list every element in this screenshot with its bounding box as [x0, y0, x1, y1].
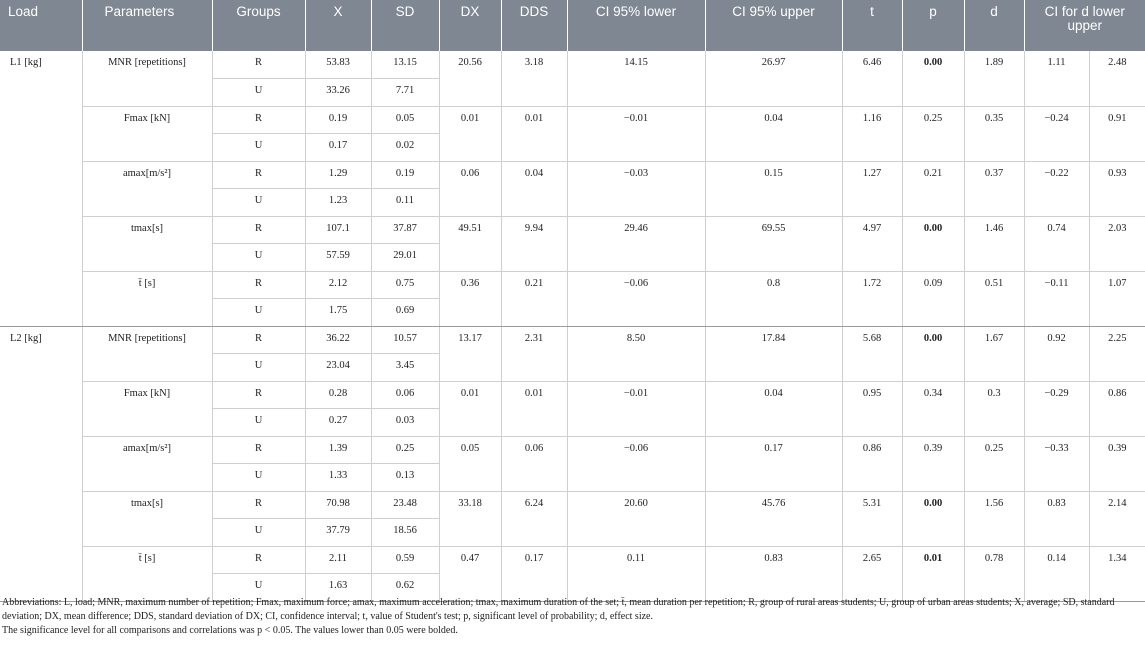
ci-d-lower-cell: 0.92	[1024, 326, 1089, 381]
significant-value: 0.00	[923, 332, 943, 344]
dds-cell: 9.94	[501, 216, 567, 271]
sd-cell: 3.45	[371, 354, 439, 382]
dds-cell: 2.31	[501, 326, 567, 381]
mean-cell: 0.17	[305, 134, 371, 162]
sd-cell: 0.13	[371, 464, 439, 492]
sd-cell: 10.57	[371, 326, 439, 354]
significant-value: 0.00	[923, 57, 943, 68]
sd-cell: 0.11	[371, 189, 439, 217]
sd-cell: 0.03	[371, 409, 439, 437]
t-cell: 4.97	[842, 216, 902, 271]
sd-cell: 37.87	[371, 216, 439, 244]
ci-lower-cell: 29.46	[567, 216, 705, 271]
parameter-cell: Fmax [kN]	[82, 381, 212, 436]
group-cell: R	[212, 381, 305, 409]
header-load: Load	[0, 0, 82, 51]
sd-cell: 0.59	[371, 546, 439, 574]
header-t: t	[842, 0, 902, 51]
parameter-cell: t̄ [s]	[82, 546, 212, 601]
mean-cell: 1.75	[305, 299, 371, 327]
group-cell: R	[212, 161, 305, 189]
mean-cell: 2.11	[305, 546, 371, 574]
ci-d-upper-cell: 1.34	[1089, 546, 1145, 601]
ci-lower-cell: 14.15	[567, 51, 705, 106]
group-cell: R	[212, 491, 305, 519]
p-cell: 0.34	[902, 381, 964, 436]
d-cell: 1.56	[964, 491, 1024, 546]
group-cell: U	[212, 79, 305, 107]
group-cell: U	[212, 189, 305, 217]
table-body	[0, 51, 1145, 601]
group-cell: R	[212, 106, 305, 134]
table-row	[0, 51, 1145, 79]
ci-d-lower-cell: −0.22	[1024, 161, 1089, 216]
table-row	[0, 326, 1145, 354]
sd-cell: 0.05	[371, 106, 439, 134]
ci-upper-cell: 0.04	[705, 106, 842, 161]
dds-cell: 0.06	[501, 436, 567, 491]
group-cell: R	[212, 51, 305, 79]
parameter-cell: amax[m/s²]	[82, 161, 212, 216]
group-cell: R	[212, 546, 305, 574]
ci-upper-cell: 0.17	[705, 436, 842, 491]
significance-note: The significance level for all comparisons and correlations was p < 0.05. The values lower than 0.05 were bolded.	[2, 625, 458, 636]
group-cell: U	[212, 244, 305, 272]
ci-lower-cell: −0.01	[567, 381, 705, 436]
header-dds: DDS	[501, 0, 567, 51]
significant-value: 0.01	[923, 552, 943, 564]
ci-lower-cell: −0.01	[567, 106, 705, 161]
dx-cell: 13.17	[439, 326, 501, 381]
group-cell: R	[212, 216, 305, 244]
ci-d-lower-cell: 0.74	[1024, 216, 1089, 271]
header-dx: DX	[439, 0, 501, 51]
table-row	[0, 491, 1145, 519]
d-cell: 0.51	[964, 271, 1024, 326]
table-row	[0, 161, 1145, 189]
dx-cell: 0.05	[439, 436, 501, 491]
t-cell: 0.86	[842, 436, 902, 491]
dx-cell: 0.01	[439, 106, 501, 161]
ci-upper-cell: 26.97	[705, 51, 842, 106]
dx-cell: 33.18	[439, 491, 501, 546]
ci-upper-cell: 0.8	[705, 271, 842, 326]
d-cell: 0.35	[964, 106, 1024, 161]
header-row	[0, 0, 1145, 51]
table-row	[0, 271, 1145, 299]
ci-upper-cell: 0.15	[705, 161, 842, 216]
table-row	[0, 216, 1145, 244]
sd-cell: 0.75	[371, 271, 439, 299]
p-cell: 0.21	[902, 161, 964, 216]
ci-d-lower-cell: −0.11	[1024, 271, 1089, 326]
group-cell: U	[212, 409, 305, 437]
ci-d-upper-cell: 1.07	[1089, 271, 1145, 326]
ci-upper-cell: 0.04	[705, 381, 842, 436]
ci-d-lower-cell: 0.14	[1024, 546, 1089, 601]
ci-d-upper-cell: 0.86	[1089, 381, 1145, 436]
dds-cell: 0.17	[501, 546, 567, 601]
ci-d-upper-cell: 0.91	[1089, 106, 1145, 161]
group-cell: U	[212, 519, 305, 547]
ci-d-upper-cell: 0.39	[1089, 436, 1145, 491]
table-footnotes	[2, 596, 1142, 638]
ci-d-upper-cell: 2.03	[1089, 216, 1145, 271]
dx-cell: 20.56	[439, 51, 501, 106]
header-groups: Groups	[212, 0, 305, 51]
header-ci-lower: CI 95% lower	[567, 0, 705, 51]
ci-lower-cell: −0.06	[567, 436, 705, 491]
t-cell: 0.95	[842, 381, 902, 436]
p-cell: 0.39	[902, 436, 964, 491]
sd-cell: 29.01	[371, 244, 439, 272]
d-cell: 1.89	[964, 51, 1024, 106]
group-cell: R	[212, 436, 305, 464]
ci-lower-cell: 8.50	[567, 326, 705, 381]
table-row	[0, 106, 1145, 134]
t-cell: 6.46	[842, 51, 902, 106]
mean-cell: 1.39	[305, 436, 371, 464]
mean-cell: 37.79	[305, 519, 371, 547]
t-cell: 5.31	[842, 491, 902, 546]
ci-upper-cell: 0.83	[705, 546, 842, 601]
dx-cell: 0.01	[439, 381, 501, 436]
t-cell: 5.68	[842, 326, 902, 381]
ci-lower-cell: 20.60	[567, 491, 705, 546]
p-cell	[902, 491, 964, 546]
dx-cell: 0.36	[439, 271, 501, 326]
header-x: X	[305, 0, 371, 51]
sd-cell: 0.19	[371, 161, 439, 189]
ci-lower-cell: 0.11	[567, 546, 705, 601]
group-cell: U	[212, 299, 305, 327]
ci-d-upper-cell: 2.48	[1089, 51, 1145, 106]
ci-d-upper-cell: 2.25	[1089, 326, 1145, 381]
mean-cell: 0.28	[305, 381, 371, 409]
dx-cell: 0.06	[439, 161, 501, 216]
sd-cell: 0.02	[371, 134, 439, 162]
dx-cell: 49.51	[439, 216, 501, 271]
mean-cell: 53.83	[305, 51, 371, 79]
ci-upper-cell: 45.76	[705, 491, 842, 546]
significant-value: 0.00	[923, 222, 943, 234]
sd-cell: 13.15	[371, 51, 439, 79]
sd-cell: 23.48	[371, 491, 439, 519]
significant-value: 0.00	[923, 497, 943, 509]
dds-cell: 6.24	[501, 491, 567, 546]
d-cell: 0.25	[964, 436, 1024, 491]
header-sd: SD	[371, 0, 439, 51]
sd-cell: 18.56	[371, 519, 439, 547]
parameter-cell: Fmax [kN]	[82, 106, 212, 161]
mean-cell: 1.29	[305, 161, 371, 189]
p-cell	[902, 51, 964, 106]
d-cell: 1.67	[964, 326, 1024, 381]
dds-cell: 0.01	[501, 381, 567, 436]
parameter-cell: tmax[s]	[82, 216, 212, 271]
parameter-cell: MNR [repetitions]	[82, 51, 212, 106]
table-row	[0, 436, 1145, 464]
d-cell: 0.78	[964, 546, 1024, 601]
mean-cell: 2.12	[305, 271, 371, 299]
group-cell: U	[212, 134, 305, 162]
ci-d-lower-cell: −0.24	[1024, 106, 1089, 161]
d-cell: 0.37	[964, 161, 1024, 216]
p-cell: 0.09	[902, 271, 964, 326]
mean-cell: 36.22	[305, 326, 371, 354]
mean-cell: 1.63	[305, 574, 371, 602]
ci-d-lower-cell: −0.29	[1024, 381, 1089, 436]
t-cell: 2.65	[842, 546, 902, 601]
t-cell: 1.72	[842, 271, 902, 326]
header-p: p	[902, 0, 964, 51]
table-row	[0, 546, 1145, 574]
d-cell: 1.46	[964, 216, 1024, 271]
ci-d-upper-cell: 0.93	[1089, 161, 1145, 216]
abbreviations-note: Abbreviations: L, load; MNR, maximum number of repetition; Fmax, maximum force; amax, maximum acceleration; tmax, maximum duration of the set; t̄, mean duration per repetition; R, group of rural areas students; U, group of urban areas students; X, average; SD, standard deviation; DX, mean difference; DDS, standard deviation of DX; CI, confidence interval; t, value of Student's test; p, significant level of probability; d, effect size.	[2, 597, 1115, 622]
sd-cell: 0.06	[371, 381, 439, 409]
mean-cell: 57.59	[305, 244, 371, 272]
mean-cell: 1.33	[305, 464, 371, 492]
group-cell: U	[212, 574, 305, 602]
mean-cell: 0.19	[305, 106, 371, 134]
p-cell	[902, 216, 964, 271]
t-cell: 1.27	[842, 161, 902, 216]
parameter-cell: t̄ [s]	[82, 271, 212, 326]
ci-d-lower-cell: 0.83	[1024, 491, 1089, 546]
header-parameters: Parameters	[82, 0, 212, 51]
ci-lower-cell: −0.06	[567, 271, 705, 326]
load-cell: L2 [kg]	[0, 326, 82, 601]
ci-d-lower-cell: 1.11	[1024, 51, 1089, 106]
parameter-cell: amax[m/s²]	[82, 436, 212, 491]
mean-cell: 107.1	[305, 216, 371, 244]
mean-cell: 23.04	[305, 354, 371, 382]
parameter-cell: MNR [repetitions]	[82, 326, 212, 381]
sd-cell: 0.25	[371, 436, 439, 464]
dds-cell: 0.04	[501, 161, 567, 216]
dds-cell: 0.21	[501, 271, 567, 326]
group-cell: R	[212, 271, 305, 299]
sd-cell: 7.71	[371, 79, 439, 107]
p-cell	[902, 326, 964, 381]
p-cell: 0.25	[902, 106, 964, 161]
ci-d-upper-cell: 2.14	[1089, 491, 1145, 546]
sd-cell: 0.69	[371, 299, 439, 327]
header-ci-d: CI for d lower upper	[1024, 0, 1145, 51]
d-cell: 0.3	[964, 381, 1024, 436]
sd-cell: 0.62	[371, 574, 439, 602]
dx-cell: 0.47	[439, 546, 501, 601]
group-cell: U	[212, 354, 305, 382]
ci-d-lower-cell: −0.33	[1024, 436, 1089, 491]
header-ci-upper: CI 95% upper	[705, 0, 842, 51]
group-cell: U	[212, 464, 305, 492]
p-cell	[902, 546, 964, 601]
parameter-cell: tmax[s]	[82, 491, 212, 546]
header-d: d	[964, 0, 1024, 51]
mean-cell: 1.23	[305, 189, 371, 217]
table-row	[0, 381, 1145, 409]
dds-cell: 0.01	[501, 106, 567, 161]
mean-cell: 70.98	[305, 491, 371, 519]
load-cell: L1 [kg]	[0, 51, 82, 326]
group-cell: R	[212, 326, 305, 354]
dds-cell: 3.18	[501, 51, 567, 106]
t-cell: 1.16	[842, 106, 902, 161]
ci-lower-cell: −0.03	[567, 161, 705, 216]
mean-cell: 0.27	[305, 409, 371, 437]
mean-cell: 33.26	[305, 79, 371, 107]
ci-upper-cell: 69.55	[705, 216, 842, 271]
ci-upper-cell: 17.84	[705, 326, 842, 381]
